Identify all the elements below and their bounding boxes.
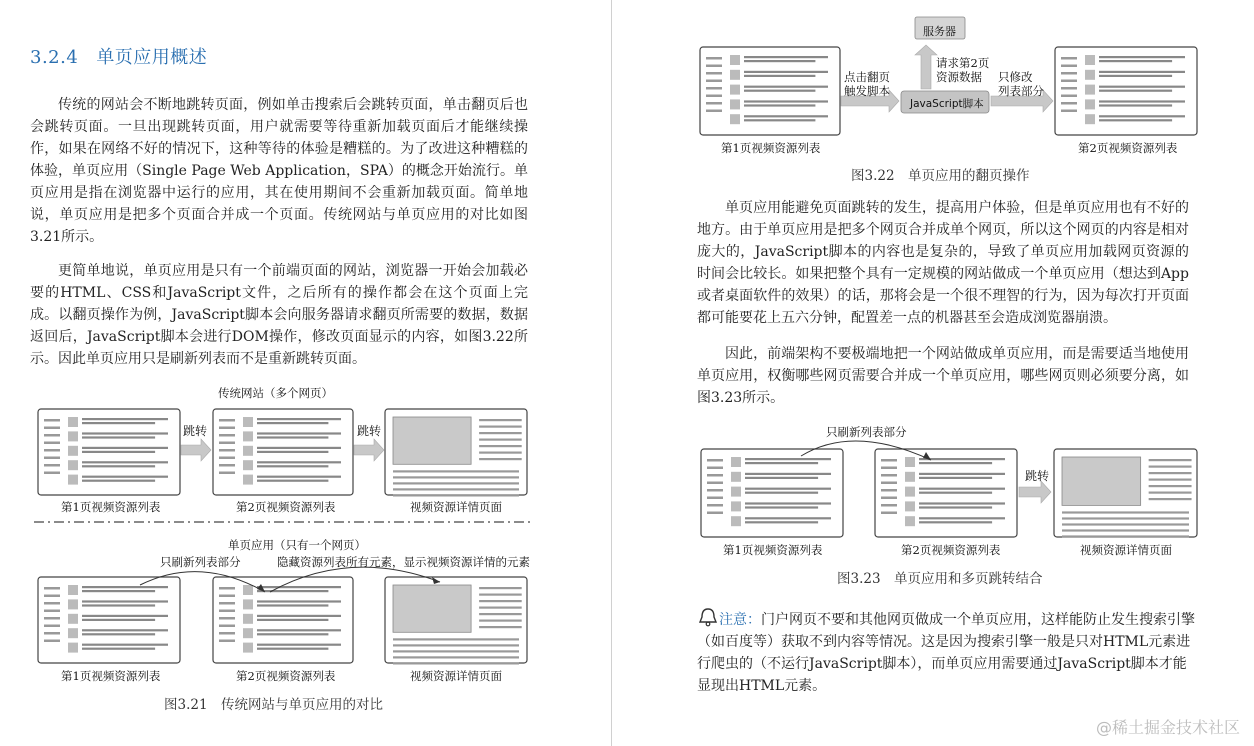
sidebar-line [707, 497, 723, 500]
sidebar-line [881, 459, 897, 462]
row-line [919, 477, 992, 479]
row-line [744, 75, 815, 77]
desc-line [393, 476, 519, 478]
arrow-shape [181, 439, 211, 461]
row-line [1099, 100, 1185, 102]
fig21-refresh-only: 只刷新列表部分 [160, 555, 241, 569]
row-line [82, 432, 168, 434]
desc-line [393, 482, 519, 484]
paragraph-4-text: 因此，前端架构不要极端地把一个网站做成单页应用，而是需要适当地使用单页应用，权衡哪些网页需要合并成一个单页应用，哪些网页则必须要分离，如图3.23所示。 [697, 346, 1189, 406]
side-line [479, 594, 522, 596]
row-line [744, 119, 815, 121]
sidebar-line [1061, 72, 1077, 75]
sidebar-line [44, 419, 60, 422]
sidebar-line [706, 72, 722, 75]
sidebar-line [707, 474, 723, 477]
sidebar-line [707, 467, 723, 470]
row-line [82, 436, 155, 438]
side-line [479, 432, 522, 434]
row-line [919, 492, 992, 494]
fig21-page2 [213, 409, 353, 495]
fig21-label-page2-bottom: 第2页视频资源列表 [236, 669, 336, 683]
sidebar-line [44, 587, 60, 590]
fig23-page1 [701, 449, 843, 537]
arrow-shape [354, 439, 384, 461]
row-line [744, 86, 828, 88]
row-line [745, 506, 818, 508]
row-line [257, 644, 341, 646]
sidebar-line [44, 617, 60, 620]
row-line [745, 517, 831, 519]
row-line [1099, 104, 1172, 106]
sidebar-line [707, 482, 723, 485]
fig22-page2 [1055, 47, 1197, 135]
sidebar-line [706, 65, 722, 68]
thumb [1085, 70, 1095, 80]
fig22-arrow-up [915, 45, 937, 89]
sidebar-line [219, 587, 235, 590]
fig22-click: 点击翻页 触发脚本 [844, 70, 890, 98]
sidebar-line [881, 474, 897, 477]
side-line [479, 607, 522, 609]
row-line [82, 600, 168, 602]
sidebar-line [219, 617, 235, 620]
row-line [1099, 119, 1172, 121]
side-line [479, 613, 522, 615]
sidebar-line [706, 87, 722, 90]
side-line [479, 439, 522, 441]
row-line [919, 458, 1005, 460]
sidebar-line [44, 464, 60, 467]
thumb [68, 585, 78, 595]
thumb [905, 516, 915, 526]
sidebar-line [881, 497, 897, 500]
desc-line [1062, 511, 1189, 513]
thumb [68, 643, 78, 653]
fig21-jump-1: 跳转 [183, 424, 208, 438]
section-number: 3.2.4 [30, 47, 79, 68]
thumb [1085, 114, 1095, 124]
side-line [1149, 466, 1192, 468]
row-line [257, 461, 341, 463]
row-line [919, 473, 1005, 475]
row-line [82, 422, 155, 424]
paragraph-3-text: 单页应用能避免页面跳转的发生，提高用户体验，但是单页应用也有不好的地方。由于单页应用是把多个网页合并成单个网页，所以这个网页的内容是相对庞大的，JavaScript脚本的内容也是复杂的，导致了单页应用加载网页资源的时间会比较长。如果把整个具有一定规模的网站做成一个单页应用（想达到App或者桌面软件的效果）的话，那将会是一个很不理智的行为，因为每次打开页面都可能要花上五六分钟，配置差一点的机器甚至会造成浏览器崩溃。 [697, 200, 1189, 326]
fig21-label-detail-bottom: 视频资源详情页面 [410, 669, 502, 683]
row-line [82, 447, 168, 449]
sidebar-line [706, 57, 722, 60]
thumb [905, 487, 915, 497]
thumb [731, 516, 741, 526]
row-line [82, 619, 155, 621]
thumb [731, 457, 741, 467]
fig21-arrow-1 [181, 439, 211, 461]
sidebar-line [44, 640, 60, 643]
fig21-bottom-title: 单页应用（只有一个网页） [228, 538, 366, 552]
thumb [1085, 99, 1095, 109]
fig21-label-detail: 视频资源详情页面 [410, 500, 502, 514]
desc-line [393, 662, 519, 664]
fig21-jump-2: 跳转 [357, 424, 382, 438]
sidebar-line [44, 449, 60, 452]
fig23-detail [1054, 449, 1197, 538]
note-label: 注意： [719, 612, 761, 628]
row-line [919, 517, 1005, 519]
row-line [919, 521, 992, 523]
arrow-shape [915, 45, 937, 89]
row-line [82, 648, 155, 650]
sidebar-line [219, 632, 235, 635]
row-line [257, 590, 328, 592]
thumb [730, 114, 740, 124]
section-title: 单页应用概述 [96, 47, 208, 68]
row-line [744, 104, 815, 106]
fig21-label-page2: 第2页视频资源列表 [236, 500, 336, 514]
sidebar-line [707, 512, 723, 515]
thumb [68, 460, 78, 470]
fig22-label-page2: 第2页视频资源列表 [1078, 141, 1178, 155]
paragraph-1-text: 传统的网站会不断地跳转页面，例如单击搜索后会跳转页面，单击翻页后也会跳转页面。一旦出现跳转页面，用户就需要等待重新加载页面后才能继续操作，如果在网络不好的情况下，这种等待的体验是糟糕的。为了改进这种糟糕的体验，单页应用（Single Page Web Application，SPA）的概念开始流行。单页应用是指在浏览器中运行的应用，其在使用期间不会重新加载页面。简单地说，单页应用是把多个页面合并成一个页面。传统网站与单页应用的对比如图3.21所示。 [30, 97, 528, 245]
thumb [68, 475, 78, 485]
thumb [905, 472, 915, 482]
fig21-arrow-2 [354, 439, 384, 461]
fig21-drawing [0, 0, 611, 746]
row-line [257, 432, 341, 434]
sidebar-line [707, 489, 723, 492]
sidebar-line [706, 95, 722, 98]
fig23-jump: 跳转 [1025, 469, 1050, 483]
thumb [243, 431, 253, 441]
side-line [479, 426, 522, 428]
sidebar-line [219, 442, 235, 445]
thumb [730, 55, 740, 65]
row-line [257, 648, 328, 650]
fig21-top-title: 传统网站（多个网页） [218, 386, 333, 400]
thumb [243, 585, 253, 595]
sidebar-line [707, 459, 723, 462]
thumb [1085, 55, 1095, 65]
fig22-modify: 只修改 列表部分 [998, 70, 1044, 98]
row-line [82, 476, 168, 478]
paragraph-2-text: 更简单地说，单页应用是只有一个前端页面的网站，浏览器一开始会加载必要的HTML、CSS和JavaScript文件，之后所有的操作都会在这个页面上完成。以翻页操作为例，JavaScript脚本会向服务器请求翻页所需要的数据，数据返回后，JavaScript脚本会进行DOM操作，修改页面显示的内容，如图3.22所示。因此单页应用只是刷新列表而不是重新跳转页面。 [30, 263, 528, 367]
sidebar-line [44, 427, 60, 430]
sidebar-line [219, 457, 235, 460]
fig21-hide-show: 隐藏资源列表所有元素，显示视频资源详情的元素 [277, 555, 530, 569]
desc-line [393, 470, 519, 472]
thumb [68, 614, 78, 624]
fig23-page2 [875, 449, 1017, 537]
video-area [1062, 457, 1141, 505]
row-line [919, 488, 1005, 490]
sidebar-line [881, 504, 897, 507]
thumb [243, 460, 253, 470]
row-line [257, 436, 328, 438]
fig22-js: JavaScript脚本 [910, 98, 984, 110]
sidebar-line [219, 449, 235, 452]
row-line [82, 461, 168, 463]
thumb [68, 628, 78, 638]
fig21-caption: 图3.21 传统网站与单页应用的对比 [164, 697, 384, 713]
sidebar-line [219, 472, 235, 475]
note-block [697, 607, 1197, 697]
bell-icon [697, 607, 719, 625]
desc-line [1062, 535, 1189, 537]
thumb [68, 446, 78, 456]
note-text: 门户网页不要和其他网页做成一个单页应用，这样能防止发生搜索引擎（如百度等）获取不到内容等情况。这是因为搜索引擎一般是只对HTML元素进行爬虫的（不运行JavaScript脚本），而单页应用需要通过JavaScript脚本才能显现出HTML元素。 [697, 612, 1195, 694]
video-area [393, 417, 471, 464]
fig22-request: 请求第2页 资源数据 [936, 56, 990, 84]
side-line [479, 587, 522, 589]
fig22-server: 服务器 [923, 25, 956, 38]
thumb [68, 417, 78, 427]
row-line [257, 586, 341, 588]
sidebar-line [44, 442, 60, 445]
thumb [730, 70, 740, 80]
desc-line [393, 644, 519, 646]
fig21-page1 [38, 409, 180, 495]
right-page [613, 0, 1254, 746]
desc-line [393, 650, 519, 652]
page-divider [611, 0, 612, 746]
side-line [1149, 498, 1192, 500]
desc-line [1062, 529, 1189, 531]
row-line [82, 480, 155, 482]
desc-line [393, 488, 519, 490]
sidebar-line [44, 472, 60, 475]
sidebar-line [44, 625, 60, 628]
fig21-page1-bottom [38, 577, 180, 663]
sidebar-line [44, 595, 60, 598]
row-line [744, 115, 828, 117]
sidebar-line [881, 482, 897, 485]
row-line [257, 600, 341, 602]
sidebar-line [44, 602, 60, 605]
sidebar-line [1061, 95, 1077, 98]
thumb [68, 599, 78, 609]
thumb [731, 487, 741, 497]
row-line [745, 462, 818, 464]
thumb [905, 457, 915, 467]
row-line [257, 619, 328, 621]
desc-line [1062, 523, 1189, 525]
row-line [919, 462, 992, 464]
row-line [1099, 90, 1172, 92]
side-line [1149, 472, 1192, 474]
thumb [905, 501, 915, 511]
fig21-label-page1-bottom: 第1页视频资源列表 [61, 669, 161, 683]
fig22-label-page1: 第1页视频资源列表 [721, 141, 821, 155]
sidebar-line [707, 504, 723, 507]
video-area [393, 585, 471, 632]
row-line [82, 644, 168, 646]
row-line [82, 465, 155, 467]
row-line [82, 604, 155, 606]
thumb [243, 643, 253, 653]
row-line [745, 473, 831, 475]
sidebar-line [219, 464, 235, 467]
thumb [68, 431, 78, 441]
sidebar-line [219, 595, 235, 598]
thumb [243, 475, 253, 485]
row-line [919, 502, 1005, 504]
row-line [257, 418, 341, 420]
thumb [730, 99, 740, 109]
side-line [479, 620, 522, 622]
sidebar-line [1061, 57, 1077, 60]
row-line [82, 629, 168, 631]
fig23-label-page1: 第1页视频资源列表 [723, 543, 823, 557]
row-line [82, 590, 155, 592]
sidebar-line [44, 457, 60, 460]
sidebar-line [706, 110, 722, 113]
row-line [82, 418, 168, 420]
fig23-label-page2: 第2页视频资源列表 [901, 543, 1001, 557]
watermark: @稀土掘金技术社区 [1095, 718, 1240, 737]
row-line [745, 502, 831, 504]
fig23-arrow [1019, 481, 1051, 503]
sidebar-line [44, 610, 60, 613]
side-line [479, 626, 522, 628]
paragraph-4 [697, 343, 1189, 409]
sidebar-line [1061, 80, 1077, 83]
side-line [1149, 485, 1192, 487]
side-line [1149, 459, 1192, 461]
row-line [919, 506, 992, 508]
thumb [243, 614, 253, 624]
sidebar-line [219, 602, 235, 605]
sidebar-line [1061, 87, 1077, 90]
sidebar-line [1061, 65, 1077, 68]
sidebar-line [219, 640, 235, 643]
left-page [0, 0, 611, 746]
row-line [257, 480, 328, 482]
thumb [730, 85, 740, 95]
desc-line [393, 494, 519, 496]
row-line [82, 451, 155, 453]
sidebar-line [1061, 102, 1077, 105]
row-line [257, 604, 328, 606]
fig21-detail [385, 409, 527, 497]
desc-line [393, 638, 519, 640]
row-line [744, 60, 815, 62]
sidebar-line [219, 419, 235, 422]
thumb [731, 472, 741, 482]
fig21-detail-bottom [385, 577, 527, 665]
sidebar-line [219, 625, 235, 628]
desc-line [393, 656, 519, 658]
sidebar-line [219, 434, 235, 437]
sidebar-line [881, 512, 897, 515]
sidebar-line [44, 434, 60, 437]
sidebar-line [706, 102, 722, 105]
row-line [82, 586, 168, 588]
paragraph-3 [697, 197, 1189, 329]
row-line [745, 492, 818, 494]
sidebar-line [881, 489, 897, 492]
row-line [82, 633, 155, 635]
fig23-refresh-only: 只刷新列表部分 [826, 425, 907, 439]
row-line [745, 458, 831, 460]
row-line [1099, 60, 1172, 62]
fig21-label-page1: 第1页视频资源列表 [61, 500, 161, 514]
sidebar-line [219, 427, 235, 430]
side-line [479, 419, 522, 421]
row-line [745, 521, 818, 523]
side-line [1149, 492, 1192, 494]
row-line [744, 90, 815, 92]
side-line [479, 445, 522, 447]
row-line [82, 615, 168, 617]
row-line [257, 629, 341, 631]
fig23-label-detail: 视频资源详情页面 [1080, 543, 1172, 557]
row-line [744, 100, 828, 102]
row-line [744, 71, 828, 73]
row-line [257, 422, 328, 424]
thumb [243, 446, 253, 456]
row-line [1099, 75, 1172, 77]
arrow-shape [1019, 481, 1051, 503]
side-line [1149, 479, 1192, 481]
row-line [745, 488, 831, 490]
thumb [243, 599, 253, 609]
desc-line [1062, 517, 1189, 519]
row-line [257, 465, 328, 467]
row-line [257, 633, 328, 635]
sidebar-line [219, 610, 235, 613]
row-line [1099, 115, 1185, 117]
thumb [243, 417, 253, 427]
fig23-caption: 图3.23 单页应用和多页跳转结合 [837, 571, 1043, 587]
sidebar-line [1061, 110, 1077, 113]
row-line [745, 477, 818, 479]
sidebar-line [881, 467, 897, 470]
fig22-caption: 图3.22 单页应用的翻页操作 [851, 168, 1030, 184]
side-line [479, 452, 522, 454]
thumb [731, 501, 741, 511]
thumb [243, 628, 253, 638]
row-line [1099, 71, 1185, 73]
sidebar-line [44, 632, 60, 635]
row-line [257, 615, 341, 617]
row-line [257, 447, 341, 449]
side-line [479, 600, 522, 602]
thumb [1085, 85, 1095, 95]
sidebar-line [706, 80, 722, 83]
row-line [744, 56, 828, 58]
fig22-page1 [700, 47, 840, 135]
row-line [257, 476, 341, 478]
row-line [1099, 56, 1185, 58]
row-line [257, 451, 328, 453]
row-line [1099, 86, 1185, 88]
fig21-page2-bottom [213, 577, 353, 663]
side-line [479, 458, 522, 460]
